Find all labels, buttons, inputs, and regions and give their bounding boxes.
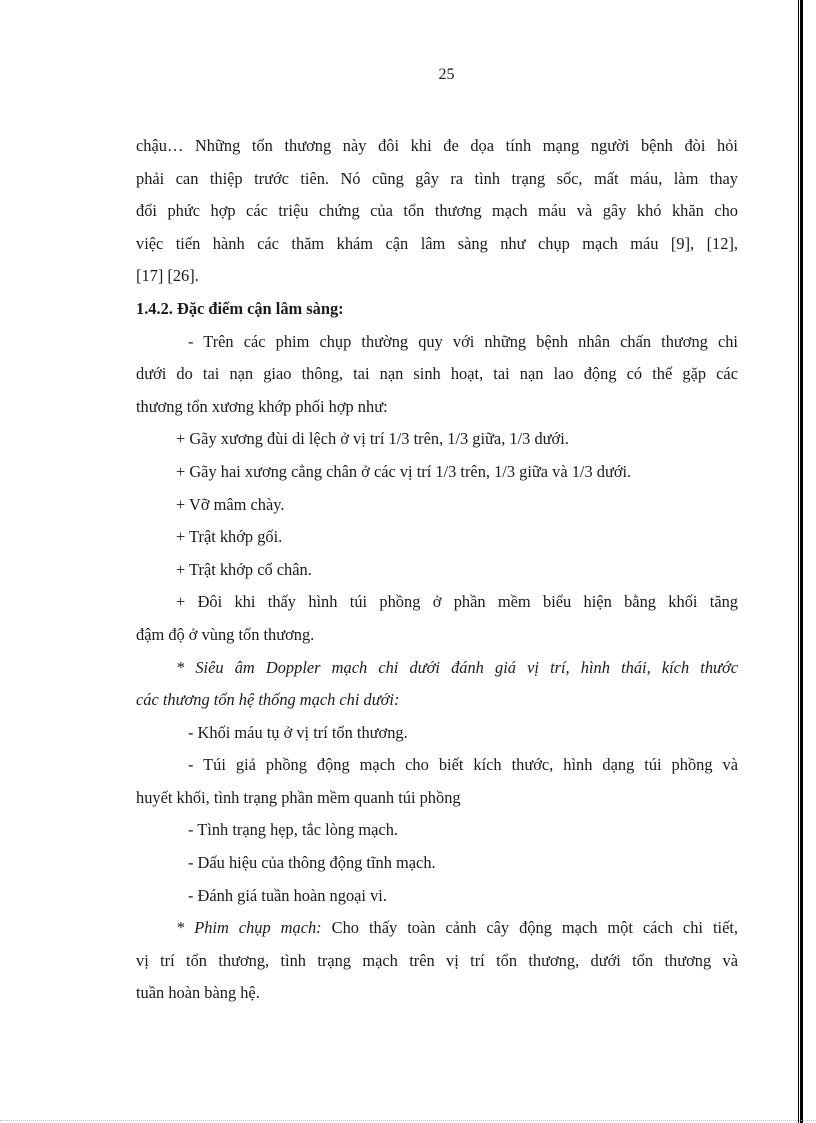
intro-line-2: phải can thiệp trước tiên. Nó cũng gây ra tình trạng sốc, mất máu, làm thay: [136, 168, 738, 188]
intro-line-1: chậu… Những tổn thương này đôi khi đe dọa tính mạng người bệnh đòi hỏi: [136, 136, 738, 155]
xray-item-last-line-1: + Đôi khi thấy hình túi phồng ở phần mềm biểu hiện bằng khối tăng: [176, 592, 738, 612]
intro-line-4: việc tiến hành các thăm khám cận lâm sàng như chụp mạch máu [9], [12],: [136, 233, 738, 253]
xray-intro-line-1: - Trên các phim chụp thường quy với những bệnh nhân chấn thương chi: [188, 331, 738, 351]
xray-item: + Gãy xương đùi di lệch ở vị trí 1/3 trên, 1/3 giữa, 1/3 dưới.: [176, 429, 569, 449]
xray-item: + Gãy hai xương cẳng chân ở các vị trí 1/3 trên, 1/3 giữa và 1/3 dưới.: [176, 461, 632, 481]
xray-item: + Trật khớp cổ chân.: [176, 559, 312, 579]
section-heading: 1.4.2. Đặc điểm cận lâm sàng:: [136, 298, 344, 318]
xray-item: + Vỡ mâm chày.: [176, 494, 285, 514]
angio-line-1: [136, 912, 738, 945]
doppler-item-2-line-2: huyết khối, tình trạng phần mềm quanh túi phồng: [136, 787, 461, 807]
page-number: 25: [438, 66, 455, 83]
angio-line-3: tuần hoàn bàng hệ.: [136, 983, 260, 1003]
footer-divider: [0, 1120, 816, 1121]
doppler-item: - Dấu hiệu của thông động tĩnh mạch.: [188, 853, 436, 873]
angio-line-1-text: Cho thấy toàn cảnh cây động mạch một cách chi tiết,: [321, 918, 738, 938]
doppler-item: - Tình trạng hẹp, tắc lòng mạch.: [188, 820, 398, 840]
xray-item: + Trật khớp gối.: [176, 527, 283, 547]
intro-line-3: đổi phức hợp các triệu chứng của tổn thương mạch máu và gây khó khăn cho: [136, 201, 738, 221]
xray-item-last-line-2: đậm độ ở vùng tổn thương.: [136, 624, 315, 644]
page-border: [798, 0, 799, 1123]
doppler-intro-line-1: * Siêu âm Doppler mạch chi dưới đánh giá vị trí, hình thái, kích thước: [176, 657, 738, 677]
doppler-intro-line-2: các thương tổn hệ thống mạch chi dưới:: [136, 690, 400, 710]
xray-intro-line-2: dưới do tai nạn giao thông, tai nạn sinh hoạt, tai nạn lao động có thể gặp các: [136, 364, 738, 384]
doppler-item: - Đánh giá tuần hoàn ngoại vi.: [188, 885, 387, 905]
page-content: [136, 130, 738, 1010]
intro-line-5: [17] [26].: [136, 266, 199, 286]
doppler-item-2-line-1: - Túi giả phồng động mạch cho biết kích thước, hình dạng túi phồng và: [188, 755, 738, 775]
angio-line-2: vị trí tổn thương, tình trạng mạch trên vị trí tổn thương, dưới tổn thương và: [136, 950, 738, 970]
doppler-item: - Khối máu tụ ở vị trí tổn thương.: [188, 722, 408, 742]
xray-intro-line-3: thương tổn xương khớp phối hợp như:: [136, 396, 388, 416]
angio-label: * Phim chụp mạch:: [176, 918, 322, 938]
